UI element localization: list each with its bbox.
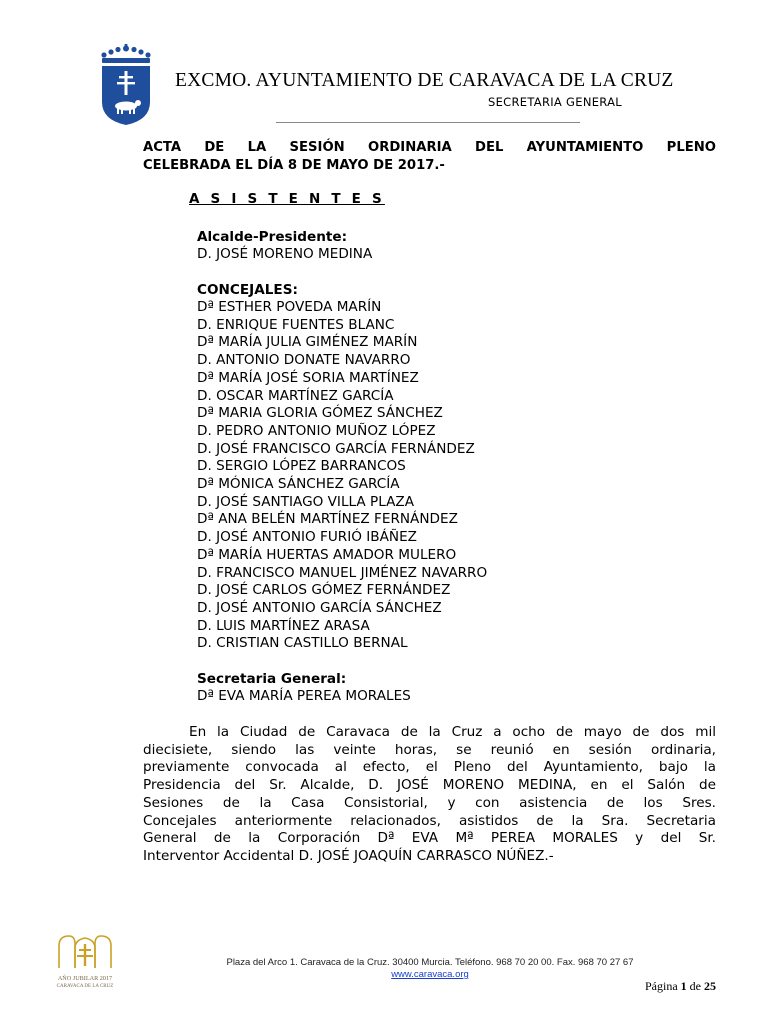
councillors-block — [197, 281, 487, 653]
footer-website-link[interactable]: www.caravaca.org — [391, 969, 469, 980]
jubilee-logo-icon — [53, 930, 117, 992]
councillor-name: D. ANTONIO DONATE NAVARRO — [197, 352, 411, 369]
document-title — [143, 139, 716, 175]
page-prefix: Página — [645, 979, 678, 993]
councillor-name: Dª MARIA GLORIA GÓMEZ SÁNCHEZ — [197, 405, 443, 422]
document-title-line-1: ACTA DE LA SESIÓN ORDINARIA DEL AYUNTAMIENTO PLENO — [143, 140, 716, 155]
councillor-name: D. JOSÉ CARLOS GÓMEZ FERNÁNDEZ — [197, 582, 451, 599]
councillor-name: D. ENRIQUE FUENTES BLANC — [197, 316, 395, 333]
councillor-name: Dª MÓNICA SÁNCHEZ GARCÍA — [197, 476, 400, 493]
secretary-label: Secretaria General: — [197, 671, 347, 687]
paragraph-line: Concejales anteriormente relacionados, asistidos de la Sra. Secretaria — [143, 812, 716, 829]
councillor-name: D. JOSÉ FRANCISCO GARCÍA FERNÁNDEZ — [197, 440, 475, 457]
councillor-name: D. OSCAR MARTÍNEZ GARCÍA — [197, 387, 394, 404]
mayor-name: D. JOSÉ MORENO MEDINA — [197, 246, 373, 262]
session-paragraph — [143, 724, 716, 866]
councillor-name: D. LUIS MARTÍNEZ ARASA — [197, 617, 370, 634]
paragraph-line: General de la Corporación Dª EVA Mª PEREA MORALES y del Sr. — [143, 830, 716, 847]
paragraph-line: diecisiete, siendo las veinte horas, se reunió en sesión ordinaria, — [143, 741, 716, 758]
paragraph-line: Sesiones de la Casa Consistorial, y con asistencia de los Sres. — [143, 794, 716, 811]
header-divider — [276, 122, 580, 123]
paragraph-line: Interventor Accidental D. JOSÉ JOAQUÍN CARRASCO NÚÑEZ.- — [143, 847, 554, 864]
mayor-block — [197, 228, 372, 264]
jubilee-logo-line-2: CARAVACA DE LA CRUZ — [56, 984, 114, 989]
councillor-name: Dª MARÍA JULIA GIMÉNEZ MARÍN — [197, 334, 418, 351]
page-current: 1 — [680, 979, 687, 993]
page-number — [600, 979, 716, 994]
document-title-line-2: CELEBRADA EL DÍA 8 DE MAYO DE 2017.- — [143, 158, 445, 173]
councillor-name: Dª MARÍA JOSÉ SORIA MARTÍNEZ — [197, 369, 419, 386]
department-name: SECRETARIA GENERAL — [488, 95, 622, 109]
coat-of-arms-icon — [98, 44, 154, 126]
councillor-name: D. PEDRO ANTONIO MUÑOZ LÓPEZ — [197, 422, 436, 439]
councillor-name: D. SERGIO LÓPEZ BARRANCOS — [197, 458, 406, 475]
councillor-name: D. FRANCISCO MANUEL JIMÉNEZ NAVARRO — [197, 564, 488, 581]
paragraph-line: Presidencia del Sr. Alcalde, D. JOSÉ MORENO MEDINA, en el Salón de — [143, 777, 716, 794]
councillor-name: Dª ESTHER POVEDA MARÍN — [197, 299, 382, 315]
organization-title: EXCMO. AYUNTAMIENTO DE CARAVACA DE LA CRUZ — [175, 70, 674, 91]
footer-address: Plaza del Arco 1. Caravaca de la Cruz. 30400 Murcia. Teléfono. 968 70 20 00. Fax. 968 70 27 67 — [226, 957, 634, 968]
page-of: de — [689, 979, 701, 993]
councillor-name: Dª ANA BELÉN MARTÍNEZ FERNÁNDEZ — [197, 511, 458, 528]
councillor-name: D. CRISTIAN CASTILLO BERNAL — [197, 635, 408, 652]
secretary-block — [197, 670, 411, 706]
councillor-name: D. JOSÉ SANTIAGO VILLA PLAZA — [197, 493, 415, 510]
paragraph-line: previamente convocada al efecto, el Pleno del Ayuntamiento, bajo la — [143, 759, 716, 776]
mayor-label: Alcalde-Presidente: — [197, 229, 348, 245]
paragraph-line: En la Ciudad de Caravaca de la Cruz a ocho de mayo de dos mil — [189, 724, 716, 740]
page-total: 25 — [704, 979, 716, 993]
councillor-name: D. JOSÉ ANTONIO GARCÍA SÁNCHEZ — [197, 599, 442, 616]
secretary-name: Dª EVA MARÍA PEREA MORALES — [197, 688, 411, 704]
councillor-name: Dª MARÍA HUERTAS AMADOR MULERO — [197, 546, 457, 563]
jubilee-logo-line-1: AÑO JUBILAR 2017 — [57, 975, 113, 982]
attendees-heading: A S I S T E N T E S — [189, 191, 385, 207]
councillors-label: CONCEJALES: — [197, 282, 298, 298]
councillor-name: D. JOSÉ ANTONIO FURIÓ IBÁÑEZ — [197, 529, 417, 546]
